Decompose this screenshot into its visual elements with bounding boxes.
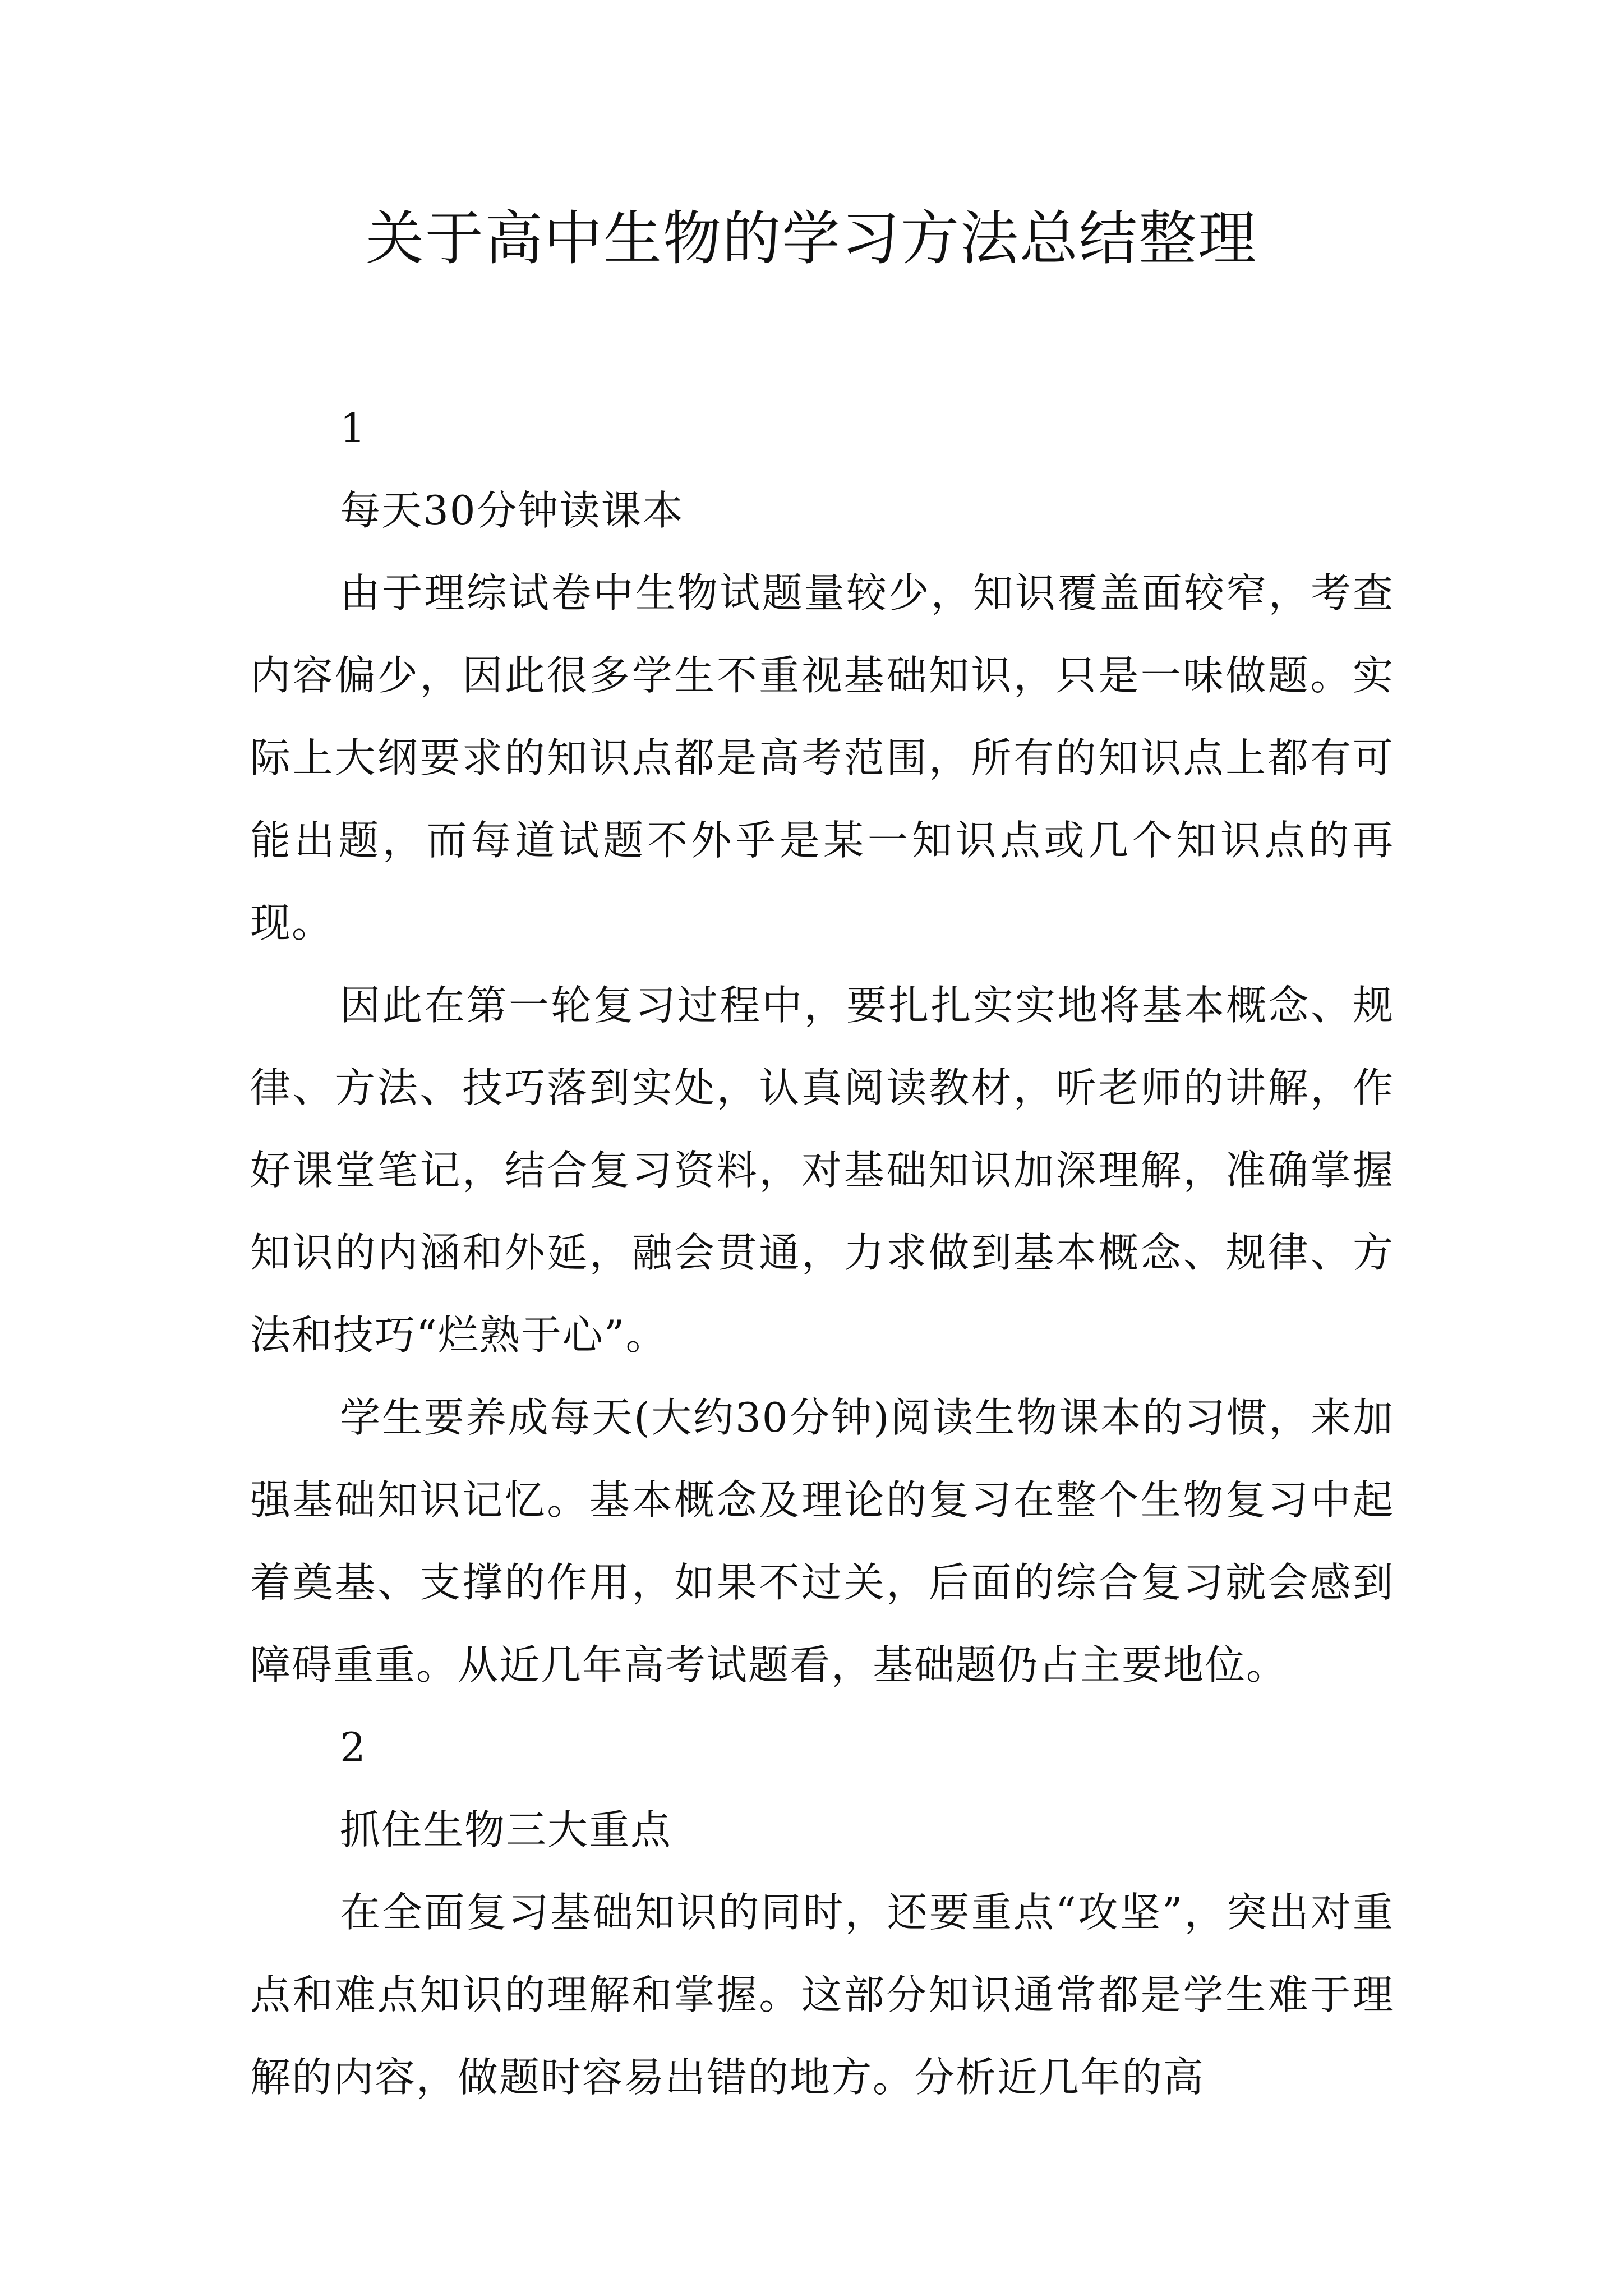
document-body bbox=[250, 387, 1394, 2119]
paragraph: 学生要养成每天(大约30分钟)阅读生物课本的习惯，来加强基础知识记忆。基本概念及理论的复习在整个生物复习中起着奠基、支撑的作用，如果不过关，后面的综合复习就会感到障碍重重。从近几年高考试题看，基础题仍占主要地位。 bbox=[250, 1394, 1394, 1688]
paragraph: 在全面复习基础知识的同时，还要重点“攻坚”，突出对重点和难点知识的理解和掌握。这部分知识通常都是学生难于理解的内容，做题时容易出错的地方。分析近几年的高 bbox=[250, 1889, 1394, 2101]
paragraph: 因此在第一轮复习过程中，要扎扎实实地将基本概念、规律、方法、技巧落到实处，认真阅读教材，听老师的讲解，作好课堂笔记，结合复习资料，对基础知识加深理解，准确掌握知识的内涵和外延，融会贯通，力求做到基本概念、规律、方法和技巧“烂熟于心”。 bbox=[250, 982, 1394, 1359]
paragraph: 由于理综试卷中生物试题量较少，知识覆盖面较窄，考查内容偏少，因此很多学生不重视基础知识，只是一味做题。实际上大纲要求的知识点都是高考范围，所有的知识点上都有可能出题，而每道试题不外乎是某一知识点或几个知识点的再现。 bbox=[250, 569, 1394, 946]
document-title: 关于高中生物的学习方法总结整理 bbox=[365, 204, 1257, 273]
section-heading: 每天30分钟读课本 bbox=[340, 487, 684, 534]
section-heading: 抓住生物三大重点 bbox=[340, 1806, 672, 1853]
section-number: 2 bbox=[340, 1724, 367, 1771]
section-number: 1 bbox=[340, 404, 367, 452]
